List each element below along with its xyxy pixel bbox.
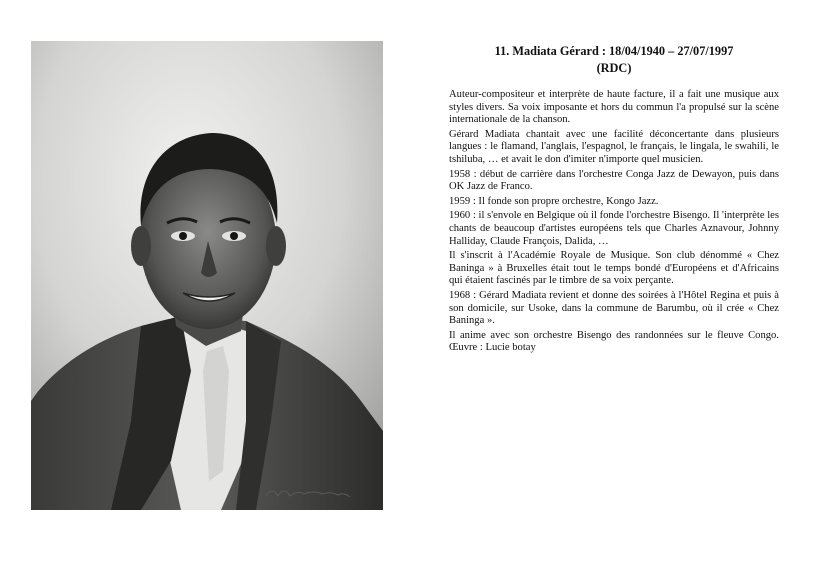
- portrait-sketch-image: [31, 41, 383, 510]
- biography-text-column: [449, 43, 779, 357]
- bio-paragraph-bisengo: Il anime avec son orchestre Bisengo des randonnées sur le fleuve Congo. Œuvre : Lucie botay: [449, 329, 779, 354]
- page-title: [449, 43, 779, 77]
- bio-paragraph-intro: Auteur-compositeur et interprète de haute facture, il a fait une musique aux styles divers. Sa voix imposante et hors du commun l'a propulsé sur la scène internationale de la chanson.: [449, 89, 779, 126]
- title-name-dates: 11. Madiata Gérard : 18/04/1940 – 27/07/1997: [494, 44, 734, 58]
- bio-paragraph-1960: 1960 : il s'envole en Belgique où il fonde l'orchestre Bisengo. Il 'interprète les chants de beaucoup d'artistes européens tels que Charles Aznavour, Johnny Halliday, Claude François, Dalida, …: [449, 210, 779, 247]
- bio-paragraph-1958: 1958 : début de carrière dans l'orchestre Conga Jazz de Dewayon, puis dans OK Jazz de Franco.: [449, 168, 779, 193]
- bio-paragraph-academy: Il s'inscrit à l'Académie Royale de Musique. Son club dénommé « Chez Baninga » à Bruxelles était tout le temps bondé d'Européens et d'Africains qui étaient fascinés par le timbre de sa voix perçante.: [449, 250, 779, 287]
- bio-paragraph-1968: 1968 : Gérard Madiata revient et donne des soirées à l'Hôtel Regina et puis à son domicile, sur Usoke, dans la commune de Barumbu, où il crée « Chez Baninga ».: [449, 289, 779, 327]
- bio-paragraph-1959: 1959 : Il fonde son propre orchestre, Kongo Jazz.: [449, 195, 659, 207]
- bio-paragraph-languages: Gérard Madiata chantait avec une facilité déconcertante dans plusieurs langues : le flamand, l'anglais, l'espagnol, le français, le lingala, le swahili, le tshiluba, … et avait le don d'imiter n'importe quel musicien.: [449, 128, 779, 165]
- portrait-drawing: [31, 41, 383, 510]
- title-country: (RDC): [596, 61, 632, 75]
